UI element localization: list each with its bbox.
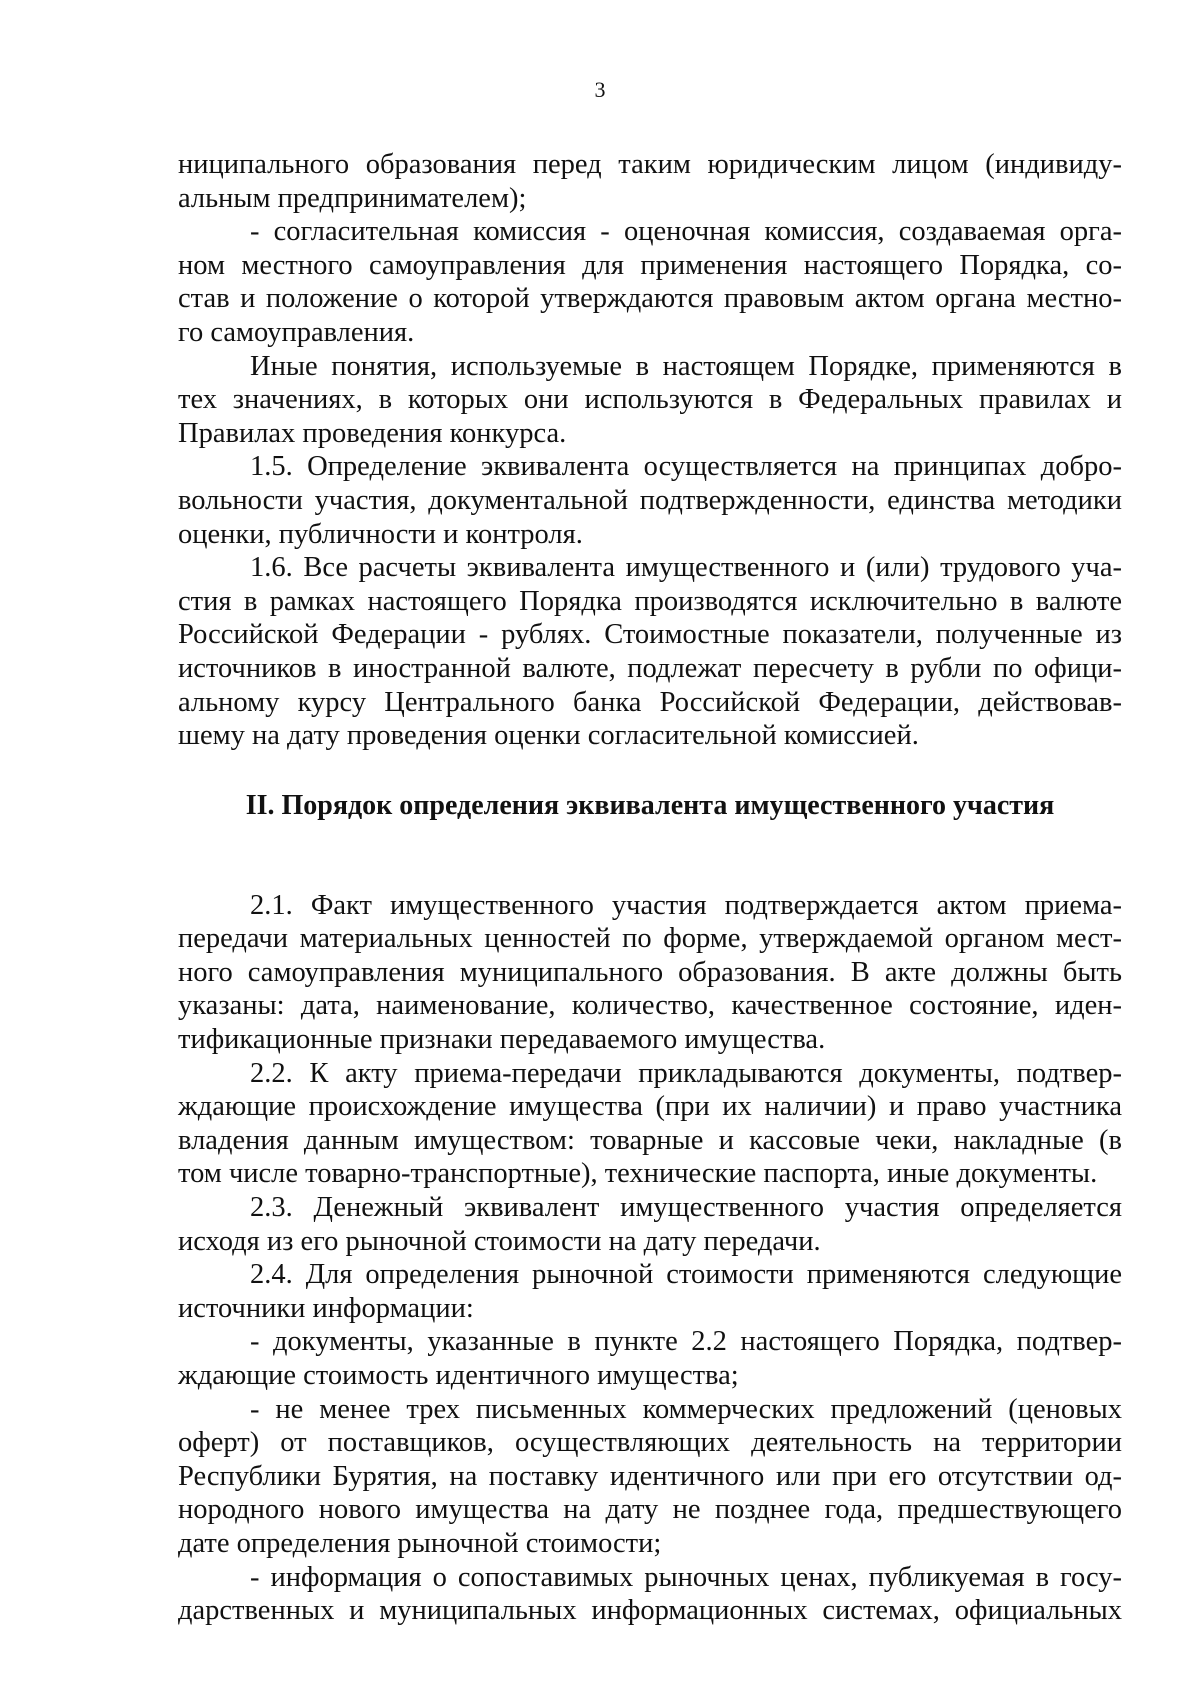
- document-body: [178, 148, 1122, 1628]
- text-line: источников в иностранной валюте, подлежат пересчету в рубли по офици-: [178, 652, 1122, 684]
- text-line: ждающие происхождение имущества (при их наличии) и право участника: [178, 1091, 1122, 1123]
- text-line: шему на дату проведения оценки согласительной комиссией.: [178, 720, 919, 752]
- paragraph-clause-2-2: [178, 1057, 1122, 1191]
- text-line: указаны: дата, наименование, количество, качественное состояние, иден-: [178, 990, 1122, 1022]
- text-line: - информация о сопоставимых рыночных ценах, публикуемая в госу-: [250, 1561, 1122, 1593]
- text-line: 1.6. Все расчеты эквивалента имущественного и (или) трудового уча-: [250, 552, 1122, 584]
- text-line: дате определения рыночной стоимости;: [178, 1527, 662, 1559]
- text-line: го самоуправления.: [178, 316, 415, 348]
- text-line: Республики Бурятия, на поставку идентичного или при его отсутствии од-: [178, 1460, 1122, 1492]
- text-line: исходя из его рыночной стоимости на дату передачи.: [178, 1225, 821, 1257]
- page-number: 3: [594, 77, 606, 102]
- paragraph-clause-1-6: [178, 551, 1122, 753]
- text-line: оценки, публичности и контроля.: [178, 518, 583, 550]
- text-line: 2.3. Денежный эквивалент имущественного участия определяется: [250, 1192, 1122, 1224]
- text-line: ного самоуправления муниципального образования. В акте должны быть: [178, 956, 1122, 988]
- text-line: альному курсу Центрального банка Российской Федерации, действовав-: [178, 686, 1122, 718]
- text-line: - согласительная комиссия - оценочная комиссия, создаваемая орга-: [250, 216, 1122, 248]
- text-line: 2.2. К акту приема-передачи прикладываются документы, подтвер-: [250, 1057, 1122, 1089]
- text-line: передачи материальных ценностей по форме, утверждаемой органом мест-: [178, 923, 1122, 955]
- paragraph-commission-definition: [178, 215, 1122, 349]
- text-line: дарственных и муниципальных информационных системах, официальных: [178, 1595, 1122, 1627]
- paragraph-source-market-prices: [178, 1561, 1122, 1628]
- text-line: став и положение о которой утверждаются правовым актом органа местно-: [178, 283, 1122, 315]
- text-line: альным предпринимателем);: [178, 182, 527, 214]
- text-line: том числе товарно-транспортные), технические паспорта, иные документы.: [178, 1158, 1098, 1190]
- paragraph-clause-2-4: [178, 1258, 1122, 1325]
- text-line: 1.5. Определение эквивалента осуществляется на принципах добро-: [250, 451, 1122, 483]
- text-line: Российской Федерации - рублях. Стоимостные показатели, полученные из: [178, 619, 1122, 651]
- text-line: Иные понятия, используемые в настоящем Порядке, применяются в: [250, 350, 1122, 382]
- section-2-body: [178, 889, 1122, 1628]
- text-line: оферт) от поставщиков, осуществляющих деятельность на территории: [178, 1427, 1122, 1459]
- section-1-continuation: [178, 148, 1122, 753]
- text-line: 2.1. Факт имущественного участия подтверждается актом приема-: [250, 889, 1122, 921]
- text-line: тех значениях, в которых они используются в Федеральных правилах и: [178, 384, 1122, 416]
- text-line: ниципального образования перед таким юридическим лицом (индивиду-: [178, 149, 1122, 180]
- paragraph-source-documents: [178, 1325, 1122, 1392]
- text-line: ном местного самоуправления для применения настоящего Порядка, со-: [178, 249, 1122, 281]
- text-line: источники информации:: [178, 1292, 474, 1324]
- paragraph-clause-2-3: [178, 1191, 1122, 1258]
- text-line: Правилах проведения конкурса.: [178, 417, 567, 449]
- text-line: вольности участия, документальной подтвержденности, единства методики: [178, 484, 1122, 516]
- text-line: владения данным имуществом: товарные и кассовые чеки, накладные (в: [178, 1124, 1122, 1156]
- text-line: - не менее трех письменных коммерческих предложений (ценовых: [250, 1393, 1122, 1425]
- text-line: стия в рамках настоящего Порядка производятся исключительно в валюте: [178, 585, 1122, 617]
- paragraph-continuation-paragraph: [178, 148, 1122, 215]
- paragraph-clause-1-5: [178, 450, 1122, 551]
- text-line: нородного нового имущества на дату не позднее года, предшествующего: [178, 1494, 1122, 1526]
- section-2-heading: II. Порядок определения эквивалента имущественного участия: [245, 789, 1055, 821]
- text-line: тификационные признаки передаваемого имущества.: [178, 1024, 826, 1056]
- text-line: ждающие стоимость идентичного имущества;: [178, 1360, 739, 1391]
- text-line: 2.4. Для определения рыночной стоимости применяются следующие: [250, 1259, 1122, 1291]
- paragraph-clause-2-1: [178, 889, 1122, 1057]
- heading-spacing: [178, 823, 1122, 889]
- text-line: - документы, указанные в пункте 2.2 настоящего Порядка, подтвер-: [250, 1326, 1122, 1358]
- paragraph-other-terms: [178, 350, 1122, 451]
- paragraph-source-commercial-offers: [178, 1393, 1122, 1561]
